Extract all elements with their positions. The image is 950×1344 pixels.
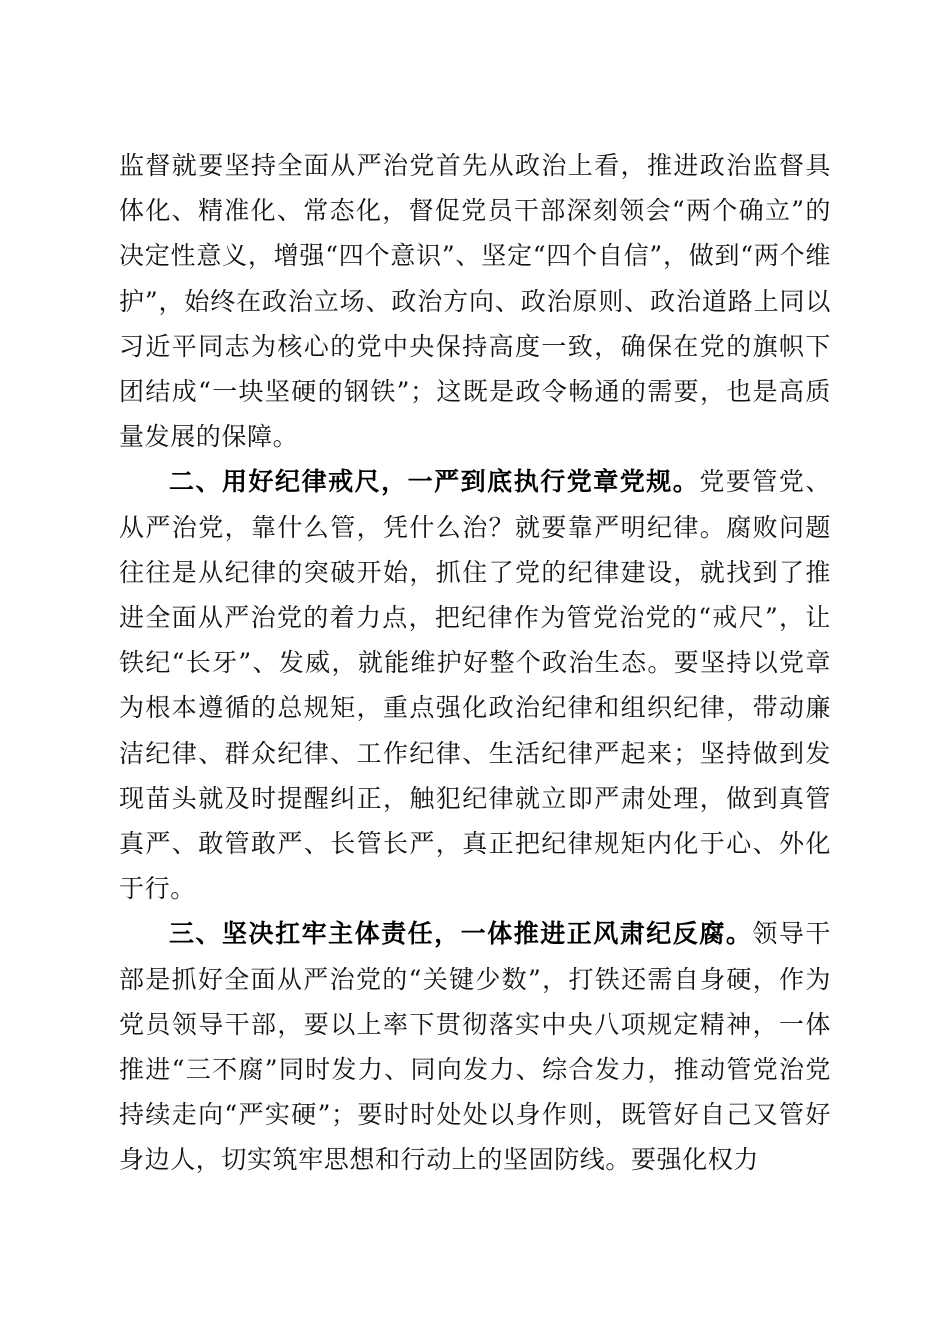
paragraph-text: 领导干部是抓好全面从严治党的“关键少数”，打铁还需自身硬，作为党员领导干部，要以上率下贯彻落实中央八项规定精神，一体推进“三不腐”同时发力、同向发力、综合发力，推动管党治党持续走向“严实硬”；要时时处处以身作则，既管好自己又管好身边人，切实筑牢思想和行动上的坚固防线。要强化权力 — [119, 919, 831, 1175]
document-body — [119, 143, 831, 1183]
section-heading-discipline: 二、用好纪律戒尺，一严到底执行党章党规。 — [169, 467, 700, 497]
paragraph-responsibility — [119, 911, 831, 1182]
section-heading-responsibility: 三、坚决扛牢主体责任，一体推进正风肃纪反腐。 — [169, 919, 753, 949]
paragraph-discipline — [119, 459, 831, 911]
paragraph-text: 监督就要坚持全面从严治党首先从政治上看，推进政治监督具体化、精准化、常态化，督促党员干部深刻领会“两个确立”的决定性意义，增强“四个意识”、坚定“四个自信”，做到“两个维护”，始终在政治立场、政治方向、政治原则、政治道路上同以习近平同志为核心的党中央保持高度一致，确保在党的旗帜下团结成“一块坚硬的钢铁”；这既是政令畅通的需要，也是高质量发展的保障。 — [119, 151, 831, 452]
paragraph-political-supervision — [119, 143, 831, 459]
paragraph-text: 党要管党、从严治党，靠什么管，凭什么治？就要靠严明纪律。腐败问题往往是从纪律的突破开始，抓住了党的纪律建设，就找到了推进全面从严治党的着力点，把纪律作为管党治党的“戒尺”，让铁纪“长牙”、发威，就能维护好整个政治生态。要坚持以党章为根本遵循的总规矩，重点强化政治纪律和组织纪律，带动廉洁纪律、群众纪律、工作纪律、生活纪律严起来；坚持做到发现苗头就及时提醒纠正，触犯纪律就立即严肃处理，做到真管真严、敢管敢严、长管长严，真正把纪律规矩内化于心、外化于行。 — [119, 467, 831, 904]
